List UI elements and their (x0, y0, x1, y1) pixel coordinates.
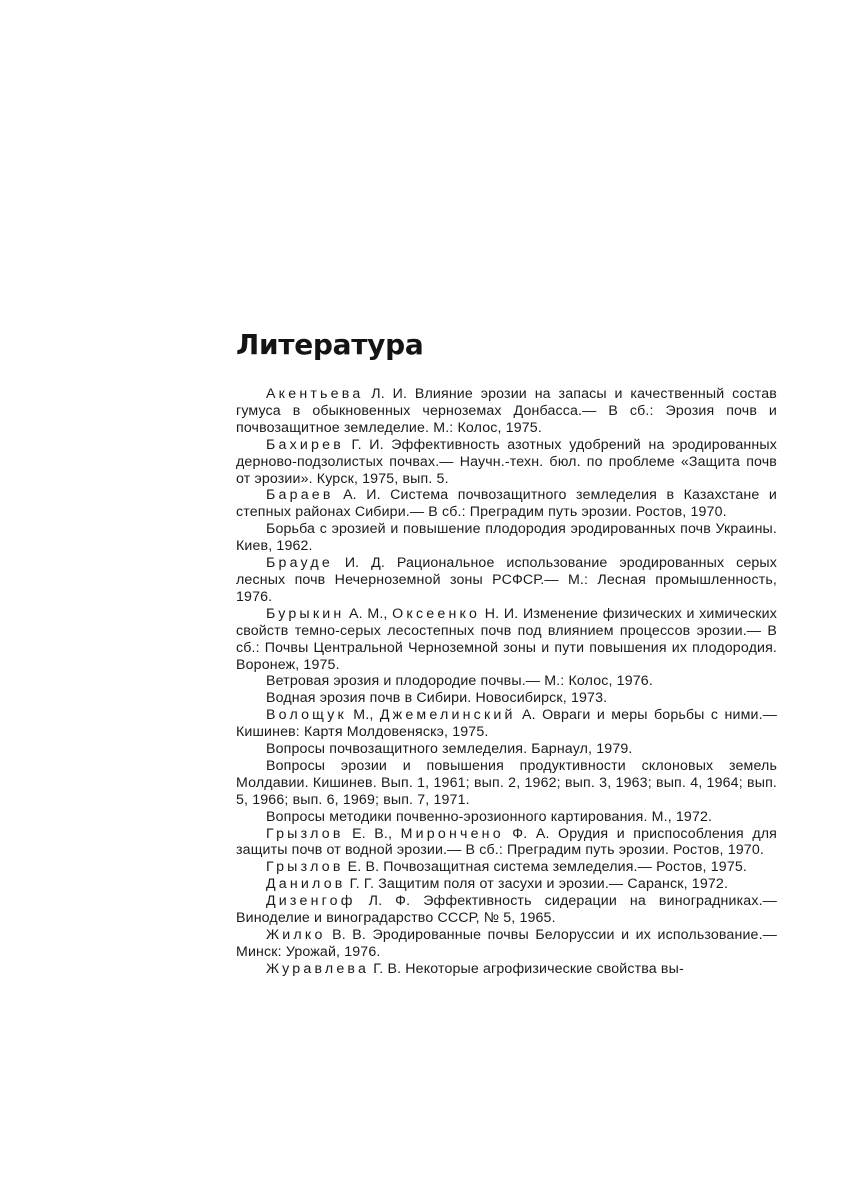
reference-text: Л. И. Влияние эрозии на запасы и качественный состав гумуса в обыкновенных черноземах Донбасса.— В сб.: Эрозия почв и почвозащитное земледелие. М.: Колос, 1975. (236, 386, 777, 436)
reference-text: Г. В. Некоторые агрофизические свойства вы- (369, 960, 684, 977)
reference-entry (236, 555, 777, 606)
reference-text: Е. В., (343, 825, 401, 842)
reference-entry (236, 876, 777, 893)
reference-author: Дизенгоф (266, 893, 356, 910)
reference-text: А. И. Система почвозащитного земледелия в Казахстане и степных районах Сибири.— В сб.: Преградим путь эрозии. Ростов, 1970. (236, 487, 777, 521)
reference-text: Ветровая эрозия и плодородие почвы.— М.: Колос, 1976. (266, 673, 653, 690)
reference-author: Брауде (266, 555, 333, 572)
reference-entry (236, 690, 777, 707)
reference-text: Л. Ф. Эффективность сидерации на виноградниках.— Виноделие и виноградарство СССР, № 5, 1965. (236, 893, 777, 927)
reference-list (236, 386, 777, 978)
reference-text: В. В. Эродированные почвы Белоруссии и их использование.— Минск: Урожай, 1976. (236, 927, 777, 960)
reference-text: Водная эрозия почв в Сибири. Новосибирск, 1973. (266, 690, 608, 707)
reference-coauthor: Оксеенко (392, 605, 481, 622)
page-title: Литература (236, 328, 424, 361)
reference-entry (236, 893, 777, 927)
reference-author: Акентьева (266, 386, 364, 402)
reference-author: Грызлов (266, 825, 344, 842)
reference-text: Н. И. Изменение физических и химических свойств темно-серых лесостепных почв под влиянием процессов эрозии.— В сб.: Почвы Центральной Черноземной зоны и пути повышения их плодородия. Воронеж, 1975. (236, 605, 777, 673)
reference-text: Ф. А. Орудия и приспособления для защиты почв от водной эрозии.— В сб.: Преградим путь эрозии. Ростов, 1970. (236, 825, 778, 859)
reference-text: М., (346, 707, 380, 724)
reference-text: А. М., (344, 605, 393, 622)
reference-entry (236, 606, 777, 674)
reference-text: Вопросы почвозащитного земледелия. Барнаул, 1979. (266, 741, 633, 758)
reference-text: И. Д. Рациональное использование эродированных серых лесных почв Нечерноземной зоны РСФСР.— М.: Лесная промышленность, 1976. (236, 555, 777, 605)
reference-entry (236, 741, 777, 758)
reference-author: Бурыкин (266, 605, 345, 622)
reference-entry (236, 758, 777, 809)
reference-entry (236, 826, 777, 860)
reference-entry (236, 927, 777, 961)
reference-entry (236, 707, 777, 741)
reference-entry (236, 386, 777, 437)
reference-text: Борьба с эрозией и повышение плодородия эродированных почв Украины. Киев, 1962. (236, 521, 777, 555)
reference-entry (236, 859, 777, 876)
reference-text: Вопросы эрозии и повышения продуктивности склоновых земель Молдавии. Кишинев. Вып. 1, 1961; вып. 2, 1962; вып. 3, 1963; вып. 4, 1964; вып. 5, 1966; вып. 6, 1969; вып. 7, 1971. (236, 757, 777, 808)
reference-text: Г. И. Эффективность азотных удобрений на эродированных дерново-подзолистых почвах.— Научн.-техн. бюл. по проблеме «Защита почв от эрозии». Курск, 1975, вып. 5. (236, 436, 777, 487)
reference-entry (236, 961, 777, 978)
reference-text: А. Овраги и меры борьбы с ними.— Кишинев: Картя Молдовеняскэ, 1975. (236, 707, 778, 741)
reference-author: Жилко (266, 927, 326, 943)
reference-entry (236, 809, 777, 826)
reference-entry (236, 673, 777, 690)
reference-text: Вопросы методики почвенно-эрозионного картирования. М., 1972. (266, 808, 713, 825)
reference-text: Г. Г. Защитим поля от засухи и эрозии.— Саранск, 1972. (345, 876, 729, 893)
reference-author: Волощук (266, 707, 347, 724)
reference-text: Е. В. Почвозащитная система земледелия.— Ростов, 1975. (343, 859, 747, 876)
reference-entry (236, 437, 777, 488)
reference-author: Данилов (266, 876, 346, 893)
reference-author: Грызлов (266, 859, 344, 876)
reference-entry (236, 487, 777, 521)
reference-coauthor: Джемелинский (379, 707, 516, 724)
reference-author: Бараев (266, 487, 334, 504)
reference-coauthor: Мирончено (400, 825, 504, 842)
reference-author: Бахирев (266, 436, 344, 453)
reference-author: Журавлева (266, 960, 370, 977)
reference-entry (236, 521, 777, 555)
